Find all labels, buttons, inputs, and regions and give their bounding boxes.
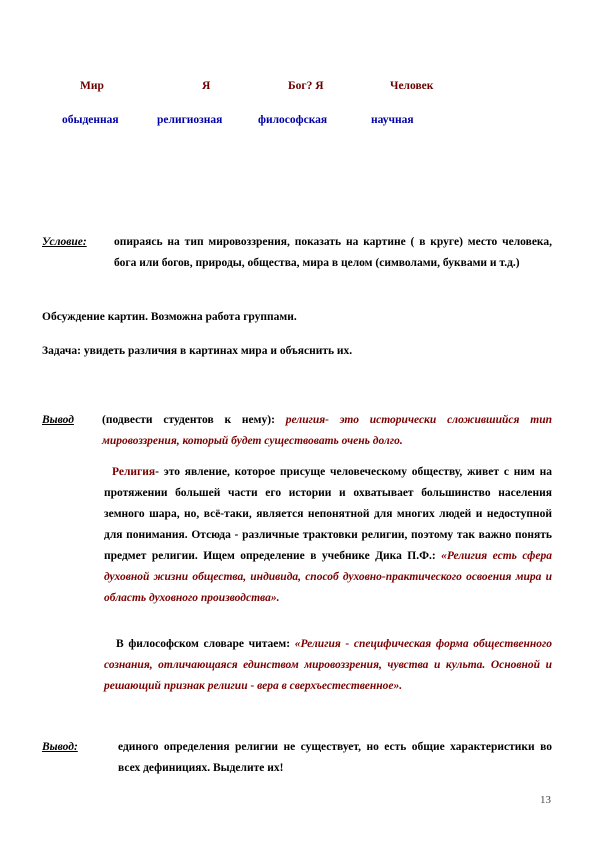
header-bog-ya: Бог? Я	[288, 80, 324, 92]
religion-term: Религия	[112, 466, 156, 478]
dictionary-quote: «Религия - специфическая форма общественного сознания, отличающаяся единством мировоззрения, чувства и культа. Основной и решающий признак религии - вера в сверхъестественное».	[104, 638, 552, 692]
religion-quote-dik: «Религия есть сфера духовной жизни общества, индивида, способ духовно-практического освоения мира и область духовного производства».	[104, 550, 553, 604]
type-everyday: обыденная	[62, 114, 119, 126]
religion-paragraph	[104, 462, 552, 609]
conclusion-1	[42, 410, 552, 452]
dictionary-intro: В философском словаре читаем:	[116, 638, 291, 650]
religion-text: - это явление, которое присуще человеческому обществу, живет с ним на протяжении большей части его истории и охватывает большинство населения земного шара, но, всё-таки, является непонятной для многих людей и недоступной для понимания. Отсюда - различные трактовки религии, поэтому так важно понять предмет религии. Ищем определение в учебнике Дика П.Ф.:	[104, 466, 552, 562]
conclusion-2-label: Вывод:	[42, 741, 78, 753]
conclusion-1-label: Вывод	[42, 414, 74, 426]
type-religious: религиозная	[157, 114, 223, 126]
condition-label: Условие:	[42, 236, 87, 248]
conclusion-2	[42, 737, 552, 779]
header-chelovek: Человек	[390, 80, 434, 92]
type-philosophical: философская	[258, 114, 328, 126]
page-number: 13	[540, 794, 551, 806]
dictionary-paragraph	[104, 634, 552, 697]
type-scientific: научная	[371, 114, 414, 126]
discussion-text: Обсуждение картин. Возможна работа группами.	[42, 311, 297, 323]
conclusion-1-definition: религия- это исторически сложившийся тип мировоззрения, который будет существовать очень долго.	[102, 414, 552, 447]
task-text: Задача: увидеть различия в картинах мира и объяснить их.	[42, 345, 353, 357]
condition-text: опираясь на тип мировоззрения, показать на картине ( в круге) место человека, бога или богов, природы, общества, мира в целом (символами, буквами и т.д.)	[114, 236, 552, 269]
conclusion-2-text: единого определения религии не существует, но есть общие характеристики во всех дефинициях. Выделите их!	[118, 741, 552, 774]
header-ya: Я	[202, 80, 211, 92]
condition-block	[42, 232, 552, 274]
header-mir: Мир	[80, 80, 104, 92]
conclusion-1-prefix: (подвести студентов к нему):	[102, 414, 275, 426]
